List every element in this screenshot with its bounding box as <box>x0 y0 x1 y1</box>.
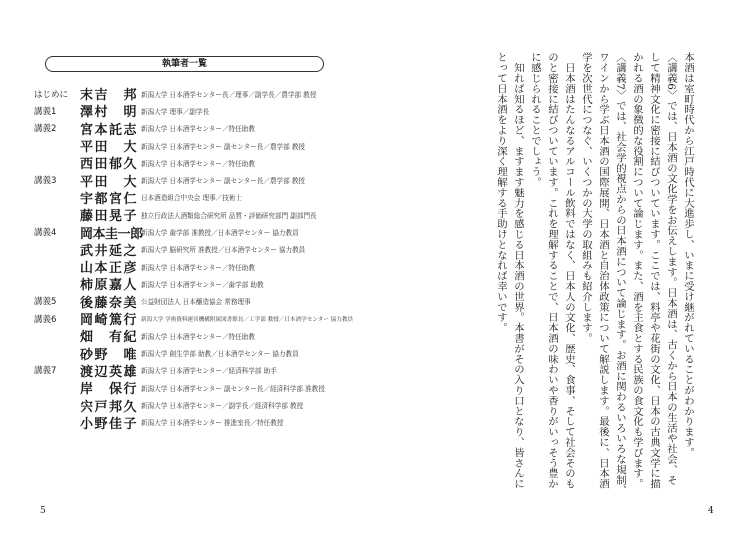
text-column: のと密接に結びついています。これを理解することで、日本酒の味わいや香りがいっそう豊か <box>546 52 558 489</box>
text-column: とって日本酒をより深く理解する手助けとなれば幸いです。 <box>495 52 507 333</box>
author-affiliation: 新潟大学 日本酒学センター／副学長／経済科学部 教授 <box>141 401 304 410</box>
author-row <box>34 379 353 396</box>
author-affiliation: 新潟大学 日本酒学センター 推進室長／特任教授 <box>141 419 284 428</box>
text-column: ワインから学ぶ日本酒の国際展開、日本酒と自治体政策について解説します。最後に、日本酒 <box>597 52 609 489</box>
text-column: 本酒は室町時代から江戸時代に大進歩し、いまに受け継がれていることがわかります。 <box>682 52 694 458</box>
author-name: 西田郁久 <box>80 157 136 173</box>
author-name: 渡辺英雄 <box>80 364 136 380</box>
author-row <box>34 154 353 171</box>
author-row <box>34 241 353 258</box>
author-affiliation: 新潟大学 理事／副学長 <box>141 107 210 116</box>
author-name: 宍戸邦久 <box>80 399 136 415</box>
author-affiliation: 新潟大学 創生学部 助教／日本酒学センター 協力教員 <box>141 350 299 359</box>
page-number-right: 4 <box>708 506 714 516</box>
author-name: 藤田晃子 <box>80 209 136 225</box>
author-name: 平田 大 <box>80 174 136 190</box>
text-column: 〈講義7〉では、社会学的視点からの日本酒について論じます。お酒に関わるいろいろな規制、 <box>614 52 626 496</box>
author-affiliation: 新潟大学 歯学部 准教授／日本酒学センター 協力教員 <box>141 229 299 238</box>
author-lecture-label: 講義1 <box>34 106 57 117</box>
author-name: 砂野 唯 <box>80 347 136 363</box>
authors-list <box>34 85 353 431</box>
author-row <box>34 223 353 240</box>
author-row <box>34 258 353 275</box>
author-row <box>34 396 353 413</box>
author-row <box>34 85 353 102</box>
author-row <box>34 414 353 431</box>
author-affiliation: 新潟大学 日本酒学センター／特任助教 <box>141 263 255 272</box>
text-column: かれる酒の象徴的な役割について論じます。また、酒を主食とする民族の食文化も学びます。 <box>631 52 643 489</box>
author-name: 小野佳子 <box>80 416 136 432</box>
author-name: 武井延之 <box>80 243 136 259</box>
right-page <box>368 0 736 541</box>
author-name: 後藤奈美 <box>80 295 136 311</box>
author-affiliation: 新潟大学 日本酒学センター長／理事／副学長／農学部 教授 <box>141 90 317 99</box>
authors-list-title: 執筆者一覧 <box>45 56 324 72</box>
author-name: 畑 有紀 <box>80 330 136 346</box>
author-affiliation: 新潟大学 日本酒学センター／特任助教 <box>141 332 255 341</box>
preface-vertical-text <box>492 52 696 496</box>
author-affiliation: 新潟大学 日本酒学センター／歯学部 助教 <box>141 280 264 289</box>
author-name: 末吉 邦 <box>80 88 136 104</box>
text-column: 〈講義6〉では、日本酒の文化学をお伝えします。日本酒は、古くから日本の生活や社会、そ <box>665 52 677 486</box>
text-column: 日本酒はたんなるアルコール飲料ではなく、日本人の文化、歴史、食事、そして社会そのも <box>563 52 575 489</box>
author-name: 宮本託志 <box>80 122 136 138</box>
author-lecture-label: 講義6 <box>34 314 57 325</box>
author-row <box>34 189 353 206</box>
author-row <box>34 310 353 327</box>
page-number-left: 5 <box>40 506 46 516</box>
author-row <box>34 102 353 119</box>
author-row <box>34 171 353 188</box>
text-column: 学を次世代につなぐ、いくつかの大学の取組みも紹介します。 <box>580 52 592 344</box>
author-name: 岡崎篤行 <box>80 313 136 329</box>
author-affiliation: 新潟大学 学術資料運営機構附属図書館長／工学部 教授／日本酒学センター 協力教員 <box>141 316 354 323</box>
author-name: 岡本圭一郎 <box>80 226 143 242</box>
author-lecture-label: 講義4 <box>34 228 57 239</box>
text-column: 知れば知るほど、ますます魅力を感じる日本酒の世界。本書がその入り口となり、皆さんに <box>512 52 524 489</box>
author-name: 澤村 明 <box>80 105 136 121</box>
author-lecture-label: 講義5 <box>34 297 57 308</box>
author-row <box>34 137 353 154</box>
author-row <box>34 327 353 344</box>
author-name: 平田 大 <box>80 140 136 156</box>
author-affiliation: 新潟大学 日本酒学センター／経済科学部 助手 <box>141 367 277 376</box>
author-lecture-label: 講義2 <box>34 124 57 135</box>
author-affiliation: 新潟大学 日本酒学センター 副センター長／経済科学部 准教授 <box>141 384 325 393</box>
author-name: 岸 保行 <box>80 382 136 398</box>
author-affiliation: 独立行政法人酒類総合研究所 品質・評価研究部門 副部門長 <box>141 211 317 220</box>
author-affiliation: 日本酒造組合中央会 理事／技術士 <box>141 194 243 203</box>
text-column: に感じられることでしょう。 <box>529 52 541 188</box>
author-affiliation: 新潟大学 日本酒学センター／特任助教 <box>141 159 255 168</box>
author-row <box>34 206 353 223</box>
author-lecture-label: 講義3 <box>34 176 57 187</box>
author-row <box>34 293 353 310</box>
author-row <box>34 275 353 292</box>
author-affiliation: 新潟大学 日本酒学センター 副センター長／農学部 教授 <box>141 142 306 151</box>
text-column: して精神文化に密接に結びついています。ここでは、料亭や花街の文化、日本の古典文学に描 <box>648 52 660 489</box>
author-lecture-label: 講義7 <box>34 366 57 377</box>
author-name: 宇都宮仁 <box>80 191 136 207</box>
author-row <box>34 344 353 361</box>
author-row <box>34 362 353 379</box>
author-name: 山本正彦 <box>80 261 136 277</box>
author-affiliation: 新潟大学 日本酒学センター 副センター長／農学部 教授 <box>141 177 306 186</box>
author-affiliation: 新潟大学 脳研究所 准教授／日本酒学センター 協力教員 <box>141 246 306 255</box>
author-affiliation: 新潟大学 日本酒学センター／特任助教 <box>141 125 255 134</box>
author-affiliation: 公益財団法人 日本醸造協会 常務理事 <box>141 298 251 307</box>
author-lecture-label: はじめに <box>34 89 69 100</box>
author-row <box>34 120 353 137</box>
author-name: 柿原嘉人 <box>80 278 136 294</box>
